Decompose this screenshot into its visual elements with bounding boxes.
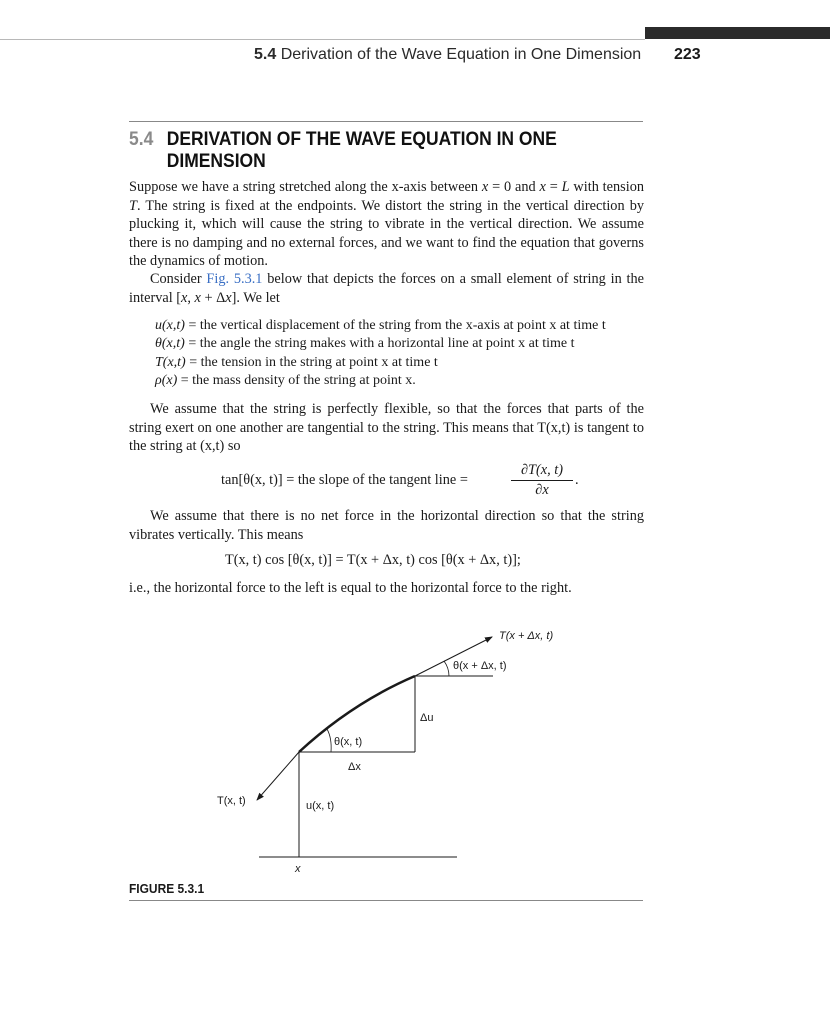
- label-u: u(x, t): [306, 800, 335, 812]
- section-title-line2: DIMENSION: [166, 151, 266, 172]
- definition-item: ρ(x) = the mass density of the string at point x.: [155, 373, 416, 389]
- paragraph-3: We assume that the string is perfectly flexible, so that the forces that parts of the string exert on one another are tangential to the string. This means that T(x,t) is tangent to the string at (x,t) so: [129, 401, 644, 454]
- label-tension-right: T(x + Δx, t): [499, 630, 554, 642]
- paragraph-5: i.e., the horizontal force to the left is equal to the horizontal force to the right.: [129, 580, 572, 596]
- fraction-denominator: ∂x: [535, 482, 549, 498]
- label-dx: Δx: [348, 761, 361, 773]
- theta-right-arc: [444, 661, 449, 676]
- equation-tangent-lhs: tan[θ(x, t)] = the slope of the tangent line =: [221, 472, 468, 488]
- section-number: 5.4: [129, 129, 154, 150]
- definition-item: T(x,t) = the tension in the string at point x at time t: [155, 354, 438, 370]
- definition-item: θ(x,t) = the angle the string makes with a horizontal line at point x at time t: [155, 336, 575, 352]
- page-number: 223: [674, 46, 701, 63]
- theta-left-arc: [327, 729, 331, 752]
- label-tension-left: T(x, t): [217, 795, 246, 807]
- equation-horizontal-balance: T(x, t) cos [θ(x, t)] = T(x + Δx, t) cos [θ(x + Δx, t)];: [225, 552, 521, 568]
- fraction-numerator: ∂T(x, t): [511, 462, 573, 481]
- paragraph-1: Suppose we have a string stretched along the x-axis between x = 0 and x = L with tension T. The string is fixed at the endpoints. We distort the string in the vertical direction by plucking it, which will cause the string to vibrate in the vertical direction. We assume there is no damping and no external forces, and we want to find the equation that governs the dynamics of motion.: [129, 179, 644, 269]
- label-theta-left: θ(x, t): [334, 736, 363, 748]
- paragraph-2: Consider Fig. 5.3.1 below that depicts the forces on a small element of string in the interval [x, x + Δx]. We let: [129, 271, 644, 306]
- figure-reference-link[interactable]: Fig. 5.3.1: [206, 271, 263, 287]
- label-du: Δu: [420, 712, 434, 724]
- definition-item: u(x,t) = the vertical displacement of the string from the x-axis at point x at time t: [155, 318, 606, 333]
- caption-rule: [129, 900, 643, 901]
- figure-caption: FIGURE 5.3.1: [129, 881, 205, 896]
- section-title-line1: DERIVATION OF THE WAVE EQUATION IN ONE: [166, 129, 557, 150]
- label-x: x: [295, 863, 301, 875]
- tension-left-arrow: [257, 752, 299, 800]
- running-header-section: 5.4: [254, 46, 277, 63]
- paragraph-4: We assume that there is no net force in the horizontal direction so that the string vibrates vertically. This means: [129, 508, 644, 543]
- running-header-title: Derivation of the Wave Equation in One Dimension: [280, 46, 642, 63]
- label-theta-right: θ(x + Δx, t): [453, 660, 507, 672]
